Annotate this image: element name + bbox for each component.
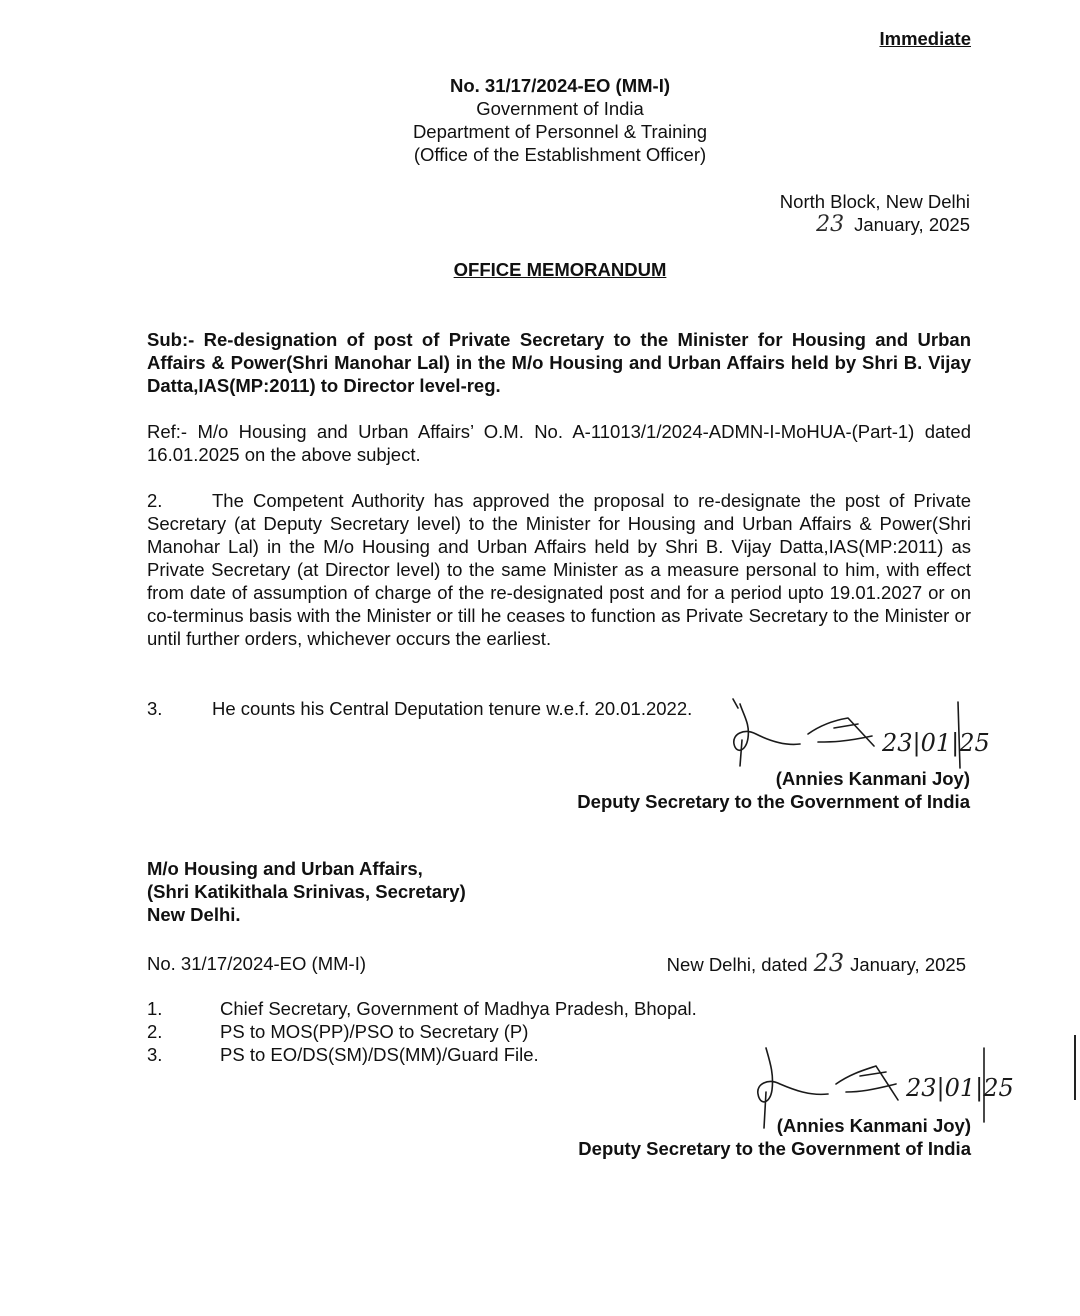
paragraph-text: The Competent Authority has approved the proposal to re-designate the post of Private Secretary (at Deputy Secretary level) to the Minister for Housing and Urban Affairs & Power(Shri Manohar Lal) in the M/o Housing and Urban Affairs held by Shri B. Vijay Datta,IAS(MP:2011) as Private Secretary (at Director level) to the same Minister as a measure personal to him, with effect from date of assumption of charge of the re-designated post and for a period upto 19.01.2027 or on co-terminus basis with the Minister or till he ceases to function as Private Secretary to the Minister or until further orders, whichever occurs the earliest. bbox=[147, 490, 971, 649]
place: North Block, New Delhi bbox=[779, 191, 970, 212]
dated-prefix: New Delhi, dated bbox=[666, 954, 808, 975]
list-item-text: PS to MOS(PP)/PSO to Secretary (P) bbox=[220, 1021, 529, 1042]
signatory-name: (Annies Kanmani Joy) bbox=[775, 768, 970, 789]
letterhead bbox=[280, 74, 840, 166]
list-item-number: 1. bbox=[147, 998, 163, 1019]
scan-edge-mark bbox=[1074, 1035, 1076, 1100]
addressee-line: M/o Housing and Urban Affairs, bbox=[147, 858, 423, 879]
org-line-office: (Office of the Establishment Officer) bbox=[413, 144, 707, 165]
addressee-block bbox=[147, 857, 647, 926]
list-item-text: PS to EO/DS(SM)/DS(MM)/Guard File. bbox=[220, 1044, 539, 1065]
place-date-block bbox=[700, 190, 970, 236]
signatory-name: (Annies Kanmani Joy) bbox=[776, 1115, 971, 1136]
signatory-designation: Deputy Secretary to the Government of India bbox=[578, 1138, 971, 1159]
paragraph-number: 3. bbox=[147, 698, 163, 719]
signature-1-scribble bbox=[722, 694, 1012, 774]
signature-block-1 bbox=[500, 767, 970, 813]
addressee-line: New Delhi. bbox=[147, 904, 241, 925]
paragraph-text: He counts his Central Deputation tenure w.e.f. 20.01.2022. bbox=[212, 698, 693, 719]
list-item-text: Chief Secretary, Government of Madhya Pradesh, Bhopal. bbox=[220, 998, 697, 1019]
memo-reference: Ref:- M/o Housing and Urban Affairs’ O.M. No. A-11013/1/2024-ADMN-I-MoHUA-(Part-1) dated 16.01.2025 on the above subject. bbox=[147, 421, 971, 465]
signature-1-handwritten-date: 23|01|25 bbox=[882, 729, 990, 757]
memo-title: OFFICE MEMORANDUM bbox=[453, 259, 667, 280]
file-number: No. 31/17/2024-EO (MM-I) bbox=[449, 75, 670, 96]
signature-block-2 bbox=[500, 1114, 971, 1160]
endorsement-date bbox=[560, 949, 966, 977]
paragraph-number: 2. bbox=[147, 490, 163, 511]
list-item bbox=[147, 1020, 787, 1043]
signatory-designation: Deputy Secretary to the Government of India bbox=[577, 791, 970, 812]
org-line-government: Government of India bbox=[476, 98, 644, 119]
memo-subject: Sub:- Re-designation of post of Private Secretary to the Minister for Housing and Urban Affairs & Power(Shri Manohar Lal) in the M/o Housing and Urban Affairs held by Shri B. Vijay Datta,IAS(MP:2011) to Director level-reg. bbox=[147, 329, 971, 396]
issue-date bbox=[700, 213, 970, 236]
copy-to-list bbox=[147, 997, 787, 1066]
date-month-year: January, 2025 bbox=[850, 954, 966, 975]
addressee-line: (Shri Katikithala Srinivas, Secretary) bbox=[147, 881, 466, 902]
endorsement-file-number: No. 31/17/2024-EO (MM-I) bbox=[147, 953, 366, 974]
paragraph-2 bbox=[147, 489, 971, 650]
handwritten-day: 23 bbox=[813, 949, 845, 977]
org-line-department: Department of Personnel & Training bbox=[412, 121, 708, 142]
priority-label: Immediate bbox=[879, 28, 971, 49]
list-item bbox=[147, 997, 787, 1020]
list-item bbox=[147, 1043, 787, 1066]
handwritten-day: 23 bbox=[816, 212, 845, 237]
signature-2-handwritten-date: 23|01|25 bbox=[906, 1074, 1014, 1102]
list-item-number: 2. bbox=[147, 1021, 163, 1042]
date-month-year: January, 2025 bbox=[854, 214, 970, 235]
list-item-number: 3. bbox=[147, 1044, 163, 1065]
